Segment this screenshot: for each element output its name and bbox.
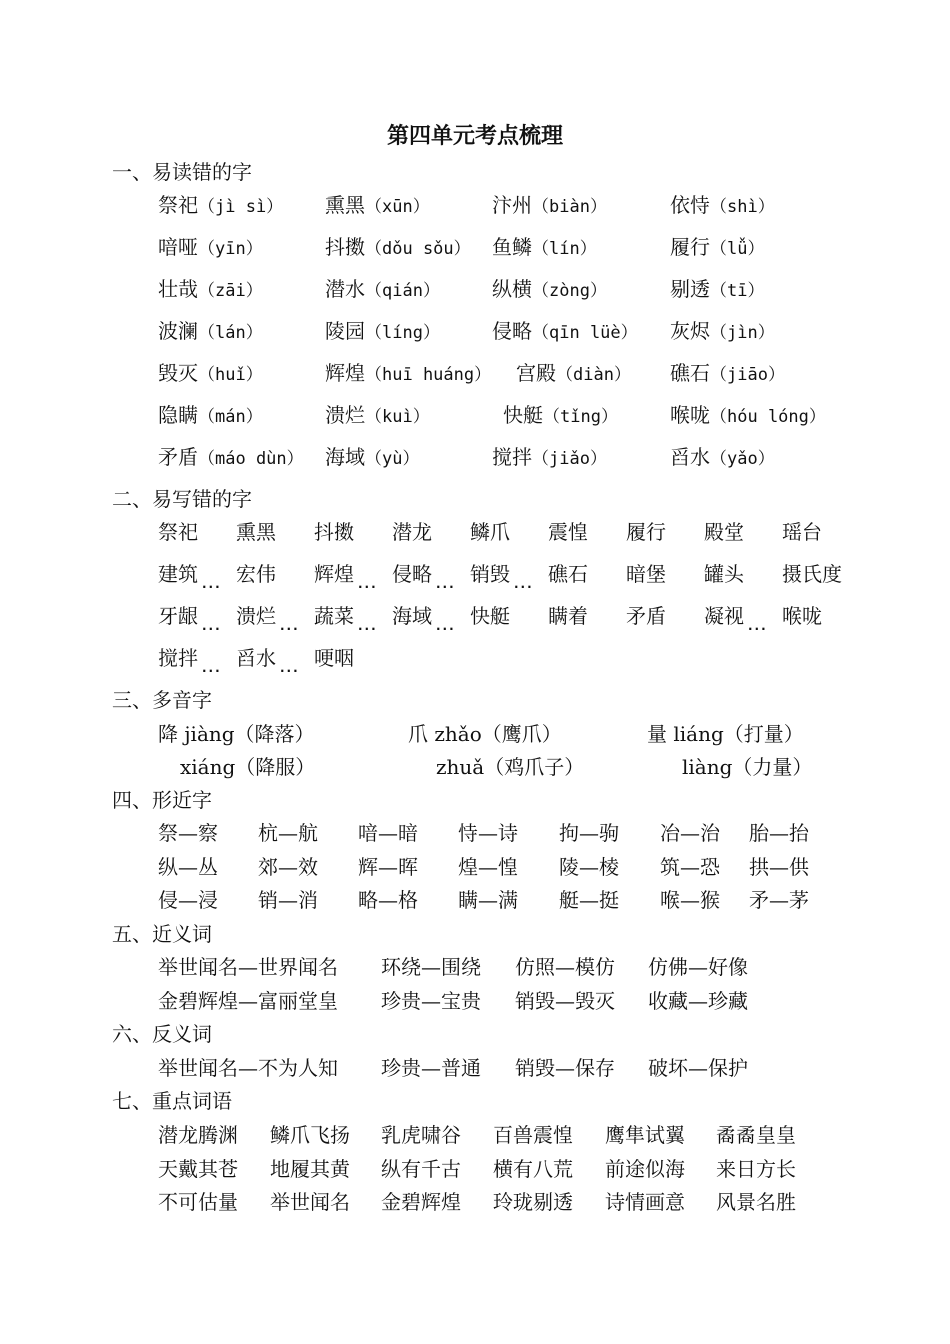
misread-item bbox=[158, 442, 304, 474]
pinyin: （hóu lóng） bbox=[710, 407, 826, 427]
misread-item bbox=[325, 400, 430, 432]
miswrite-word: 宏伟 bbox=[236, 562, 276, 586]
word: 波澜 bbox=[158, 319, 198, 343]
section-heading-similar-chars: 四、形近字 bbox=[112, 788, 212, 812]
key-phrase: 金碧辉煌 bbox=[381, 1190, 461, 1214]
misread-item bbox=[670, 358, 785, 390]
miswrite-word: 搅拌 bbox=[158, 646, 198, 670]
similar-char-pair: 略—格 bbox=[358, 888, 418, 912]
emphasis-dots: ... bbox=[202, 619, 222, 633]
misread-item bbox=[158, 190, 283, 222]
miswrite-word: 暗堡 bbox=[626, 562, 666, 586]
word: 履行 bbox=[670, 235, 710, 259]
emphasis-dots: ... bbox=[202, 661, 222, 675]
pinyin: （máo dùn） bbox=[198, 449, 304, 469]
pinyin: （jiǎo） bbox=[532, 449, 607, 469]
misread-item bbox=[670, 400, 826, 432]
misread-item bbox=[670, 274, 764, 306]
pinyin: （zāi） bbox=[198, 281, 263, 301]
antonym-pair: 销毁—保存 bbox=[515, 1056, 615, 1080]
synonym-pair: 收藏—珍藏 bbox=[648, 989, 748, 1013]
miswrite-word: 瑶台 bbox=[782, 520, 822, 544]
pinyin: （dǒu sǒu） bbox=[365, 239, 471, 259]
misread-item bbox=[670, 316, 775, 348]
miswrite-word: 辉煌 bbox=[314, 562, 354, 586]
word: 潜水 bbox=[325, 277, 365, 301]
key-phrase: 来日方长 bbox=[716, 1157, 796, 1181]
pinyin: （jì sì） bbox=[198, 197, 284, 217]
word: 舀水 bbox=[670, 445, 710, 469]
word: 陵园 bbox=[325, 319, 365, 343]
key-phrase: 不可估量 bbox=[158, 1190, 238, 1214]
similar-char-pair: 筑—恐 bbox=[660, 855, 720, 879]
pinyin: （zòng） bbox=[532, 281, 607, 301]
pinyin: （tī） bbox=[710, 281, 765, 301]
polyphone-item: 爪 zhǎo（鹰爪） bbox=[408, 722, 562, 746]
misread-item bbox=[158, 316, 263, 348]
misread-item bbox=[492, 190, 607, 222]
similar-char-pair: 瞒—满 bbox=[458, 888, 518, 912]
synonym-pair: 举世闻名—世界闻名 bbox=[158, 955, 338, 979]
miswrite-word: 建筑 bbox=[158, 562, 198, 586]
misread-item bbox=[158, 274, 263, 306]
similar-char-pair: 冶—治 bbox=[660, 821, 720, 845]
word: 侵略 bbox=[492, 319, 532, 343]
pinyin: （qīn lüè） bbox=[532, 323, 638, 343]
key-phrase: 纵有千古 bbox=[381, 1157, 461, 1181]
pinyin: （líng） bbox=[365, 323, 440, 343]
antonym-pair: 珍贵—普通 bbox=[381, 1056, 481, 1080]
miswrite-word: 牙龈 bbox=[158, 604, 198, 628]
key-phrase: 前途似海 bbox=[605, 1157, 685, 1181]
misread-item bbox=[492, 274, 607, 306]
miswrite-word: 凝视 bbox=[704, 604, 744, 628]
antonym-pair: 举世闻名—不为人知 bbox=[158, 1056, 338, 1080]
misread-item bbox=[325, 190, 430, 222]
word: 礁石 bbox=[670, 361, 710, 385]
misread-item bbox=[670, 442, 775, 474]
misread-item bbox=[492, 232, 597, 264]
pinyin: （kuì） bbox=[365, 407, 430, 427]
pinyin: （yù） bbox=[365, 449, 420, 469]
polyphone-item: 量 liáng（打量） bbox=[647, 722, 804, 746]
polyphone-item: xiáng（降服） bbox=[180, 755, 316, 779]
miswrite-word: 潜龙 bbox=[392, 520, 432, 544]
misread-item bbox=[516, 358, 631, 390]
emphasis-dots: ... bbox=[202, 577, 222, 591]
miswrite-word: 祭祀 bbox=[158, 520, 198, 544]
misread-item bbox=[158, 358, 263, 390]
miswrite-word: 瞒着 bbox=[548, 604, 588, 628]
similar-char-pair: 侵—浸 bbox=[158, 888, 218, 912]
word: 海域 bbox=[325, 445, 365, 469]
miswrite-word: 销毁 bbox=[470, 562, 510, 586]
miswrite-word: 摄氏度 bbox=[782, 562, 842, 586]
synonym-pair: 珍贵—宝贵 bbox=[381, 989, 481, 1013]
similar-char-pair: 矛—茅 bbox=[749, 888, 809, 912]
miswrite-word: 鳞爪 bbox=[470, 520, 510, 544]
word: 矛盾 bbox=[158, 445, 198, 469]
emphasis-dots: ... bbox=[358, 577, 378, 591]
word: 熏黑 bbox=[325, 193, 365, 217]
word: 搅拌 bbox=[492, 445, 532, 469]
similar-char-pair: 销—消 bbox=[258, 888, 318, 912]
pinyin: （yǎo） bbox=[710, 449, 775, 469]
polyphone-item: 降 jiàng（降落） bbox=[158, 722, 315, 746]
similar-char-pair: 喉—猴 bbox=[660, 888, 720, 912]
pinyin: （lín） bbox=[532, 239, 597, 259]
similar-char-pair: 艇—挺 bbox=[559, 888, 619, 912]
page-title: 第四单元考点梳理 bbox=[386, 123, 563, 149]
similar-char-pair: 辉—晖 bbox=[358, 855, 418, 879]
similar-char-pair: 恃—诗 bbox=[458, 821, 518, 845]
section-heading-polyphones: 三、多音字 bbox=[112, 688, 212, 712]
word: 辉煌 bbox=[325, 361, 365, 385]
miswrite-word: 溃烂 bbox=[236, 604, 276, 628]
pinyin: （mán） bbox=[198, 407, 263, 427]
section-heading-synonyms: 五、近义词 bbox=[112, 922, 212, 946]
similar-char-pair: 祭—察 bbox=[158, 821, 218, 845]
pinyin: （shì） bbox=[710, 197, 775, 217]
miswrite-word: 殿堂 bbox=[704, 520, 744, 544]
miswrite-word: 快艇 bbox=[470, 604, 510, 628]
misread-item bbox=[670, 190, 775, 222]
section-heading-antonyms: 六、反义词 bbox=[112, 1022, 212, 1046]
pinyin: （diàn） bbox=[556, 365, 631, 385]
word: 快艇 bbox=[503, 403, 543, 427]
polyphone-item: liàng（力量） bbox=[682, 755, 813, 779]
key-phrase: 鳞爪飞扬 bbox=[270, 1123, 350, 1147]
pinyin: （jiāo） bbox=[710, 365, 785, 385]
pinyin: （xūn） bbox=[365, 197, 430, 217]
word: 剔透 bbox=[670, 277, 710, 301]
miswrite-word: 蔬菜 bbox=[314, 604, 354, 628]
miswrite-word: 礁石 bbox=[548, 562, 588, 586]
miswrite-word: 熏黑 bbox=[236, 520, 276, 544]
key-phrase: 诗情画意 bbox=[605, 1190, 685, 1214]
similar-char-pair: 喑—暗 bbox=[358, 821, 418, 845]
pinyin: （huǐ） bbox=[198, 365, 263, 385]
key-phrase: 横有八荒 bbox=[493, 1157, 573, 1181]
emphasis-dots: ... bbox=[748, 619, 768, 633]
word: 毁灭 bbox=[158, 361, 198, 385]
similar-char-pair: 郊—效 bbox=[258, 855, 318, 879]
misread-item bbox=[492, 316, 638, 348]
word: 祭祀 bbox=[158, 193, 198, 217]
pinyin: （jìn） bbox=[710, 323, 775, 343]
miswrite-word: 哽咽 bbox=[314, 646, 354, 670]
emphasis-dots: ... bbox=[436, 577, 456, 591]
section-heading-key-phrases: 七、重点词语 bbox=[112, 1089, 232, 1113]
synonym-pair: 销毁—毁灭 bbox=[515, 989, 615, 1013]
miswrite-word: 抖擞 bbox=[314, 520, 354, 544]
synonym-pair: 环绕—围绕 bbox=[381, 955, 481, 979]
section-heading-easy-miswrite: 二、易写错的字 bbox=[112, 487, 252, 511]
misread-item bbox=[325, 232, 471, 264]
word: 隐瞒 bbox=[158, 403, 198, 427]
pinyin: （yīn） bbox=[198, 239, 263, 259]
word: 抖擞 bbox=[325, 235, 365, 259]
key-phrase: 地履其黄 bbox=[270, 1157, 350, 1181]
word: 纵横 bbox=[492, 277, 532, 301]
pinyin: （lán） bbox=[198, 323, 263, 343]
emphasis-dots: ... bbox=[280, 661, 300, 675]
word: 灰烬 bbox=[670, 319, 710, 343]
miswrite-word: 舀水 bbox=[236, 646, 276, 670]
miswrite-word: 海域 bbox=[392, 604, 432, 628]
emphasis-dots: ... bbox=[358, 619, 378, 633]
word: 喑哑 bbox=[158, 235, 198, 259]
misread-item bbox=[325, 442, 419, 474]
key-phrase: 举世闻名 bbox=[270, 1190, 350, 1214]
misread-item bbox=[325, 316, 440, 348]
pinyin: （tǐng） bbox=[543, 407, 618, 427]
word: 溃烂 bbox=[325, 403, 365, 427]
miswrite-word: 罐头 bbox=[704, 562, 744, 586]
word: 依恃 bbox=[670, 193, 710, 217]
synonym-pair: 仿照—模仿 bbox=[515, 955, 615, 979]
word: 宫殿 bbox=[516, 361, 556, 385]
misread-item bbox=[503, 400, 618, 432]
misread-item bbox=[158, 400, 263, 432]
section-heading-easy-misread: 一、易读错的字 bbox=[112, 160, 252, 184]
key-phrase: 矞矞皇皇 bbox=[716, 1123, 796, 1147]
misread-item bbox=[158, 232, 263, 264]
similar-char-pair: 纵—丛 bbox=[158, 855, 218, 879]
similar-char-pair: 杭—航 bbox=[258, 821, 318, 845]
key-phrase: 乳虎啸谷 bbox=[381, 1123, 461, 1147]
key-phrase: 天戴其苍 bbox=[158, 1157, 238, 1181]
miswrite-word: 震惶 bbox=[548, 520, 588, 544]
similar-char-pair: 煌—惶 bbox=[458, 855, 518, 879]
key-phrase: 潜龙腾渊 bbox=[158, 1123, 238, 1147]
emphasis-dots: ... bbox=[436, 619, 456, 633]
key-phrase: 鹰隼试翼 bbox=[605, 1123, 685, 1147]
emphasis-dots: ... bbox=[280, 619, 300, 633]
misread-item bbox=[492, 442, 607, 474]
word: 喉咙 bbox=[670, 403, 710, 427]
misread-item bbox=[670, 232, 764, 264]
similar-char-pair: 胎—抬 bbox=[749, 821, 809, 845]
polyphone-item: zhuǎ（鸡爪子） bbox=[436, 755, 585, 779]
similar-char-pair: 拱—供 bbox=[749, 855, 809, 879]
pinyin: （lǚ） bbox=[710, 239, 765, 259]
pinyin: （biàn） bbox=[532, 197, 607, 217]
misread-item bbox=[325, 358, 491, 390]
emphasis-dots: ... bbox=[514, 577, 534, 591]
miswrite-word: 矛盾 bbox=[626, 604, 666, 628]
antonym-pair: 破坏—保护 bbox=[648, 1056, 748, 1080]
word: 汴州 bbox=[492, 193, 532, 217]
synonym-pair: 金碧辉煌—富丽堂皇 bbox=[158, 989, 338, 1013]
key-phrase: 玲珑剔透 bbox=[493, 1190, 573, 1214]
word: 鱼鳞 bbox=[492, 235, 532, 259]
similar-char-pair: 拘—驹 bbox=[559, 821, 619, 845]
word: 壮哉 bbox=[158, 277, 198, 301]
similar-char-pair: 陵—棱 bbox=[559, 855, 619, 879]
pinyin: （huī huáng） bbox=[365, 365, 492, 385]
pinyin: （qián） bbox=[365, 281, 440, 301]
miswrite-word: 履行 bbox=[626, 520, 666, 544]
miswrite-word: 侵略 bbox=[392, 562, 432, 586]
misread-item bbox=[325, 274, 440, 306]
synonym-pair: 仿佛—好像 bbox=[648, 955, 748, 979]
key-phrase: 百兽震惶 bbox=[493, 1123, 573, 1147]
miswrite-word: 喉咙 bbox=[782, 604, 822, 628]
key-phrase: 风景名胜 bbox=[716, 1190, 796, 1214]
